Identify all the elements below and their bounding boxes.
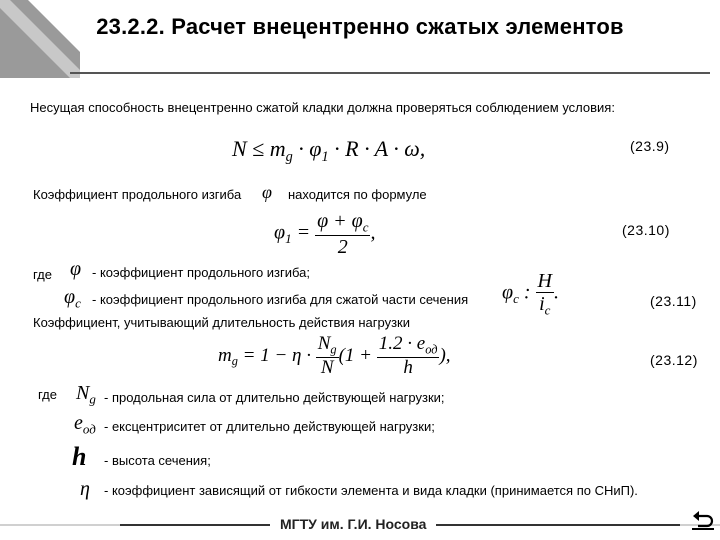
def-phi-symbol: φ [70, 258, 82, 280]
where-label: где [33, 267, 52, 282]
def-eta-text: - коэффициент зависящий от гибкости элемента и вида кладки (принимается по СНиП). [104, 483, 638, 498]
def-phi-c-symbol: $\varphi_c$ [64, 286, 81, 311]
formula-23-11: $\varphi_c$ : $\frac{H}{i_c}$ . [502, 270, 559, 318]
def-ng-symbol: $N_g$ [76, 382, 96, 407]
eq-number-23-9: (23.9) [630, 138, 670, 154]
where-label-2: где [38, 387, 57, 402]
title-underline [70, 72, 710, 74]
def-h-text: - высота сечения; [104, 453, 211, 468]
def-phi-c-text: - коэффициент продольного изгиба для сжатой части сечения [92, 292, 469, 307]
phi-intro-right: находится по формуле [288, 187, 427, 202]
eq-number-23-10: (23.10) [622, 222, 670, 238]
mg-intro-text: Коэффициент, учитывающий длительность действия нагрузки [33, 315, 410, 330]
eq-number-23-12: (23.12) [650, 352, 698, 368]
formula-23-12: $m_g = 1 - \eta$ · $\frac{N_g}{N}$ (1 + $\frac{1.2 \cdot e_{од}}{h}$ ), [218, 333, 451, 378]
def-phi-text: - коэффициент продольного изгиба; [92, 265, 310, 280]
def-ng-text: - продольная сила от длительно действующей нагрузки; [104, 390, 445, 405]
intro-text: Несущая способность внецентренно сжатой кладки должна проверяться соблюдением условия: [30, 100, 615, 115]
phi-symbol: φ [262, 182, 272, 202]
footer-text: МГТУ им. Г.И. Носова [270, 516, 436, 532]
formula-23-9: $N \le m_g \cdot \varphi_1 \cdot R \cdot A \cdot \omega$, [232, 136, 426, 165]
formula-23-10: $\varphi_1$ = $\frac{\varphi + \varphi_c}{2}$ , [274, 210, 376, 258]
def-eta-symbol: η [80, 478, 90, 500]
def-h-symbol: h [72, 442, 87, 471]
phi-intro-text: Коэффициент продольного изгиба [33, 187, 242, 202]
eq-number-23-11: (23.11) [650, 293, 697, 309]
def-eod-symbol: $e_{од}$ [74, 412, 96, 437]
def-eod-text: - ексцентриситет от длительно действующей нагрузки; [104, 419, 435, 434]
slide-title: 23.2.2. Расчет внецентренно сжатых элементов [96, 14, 624, 39]
return-arrow-icon[interactable] [692, 510, 714, 530]
